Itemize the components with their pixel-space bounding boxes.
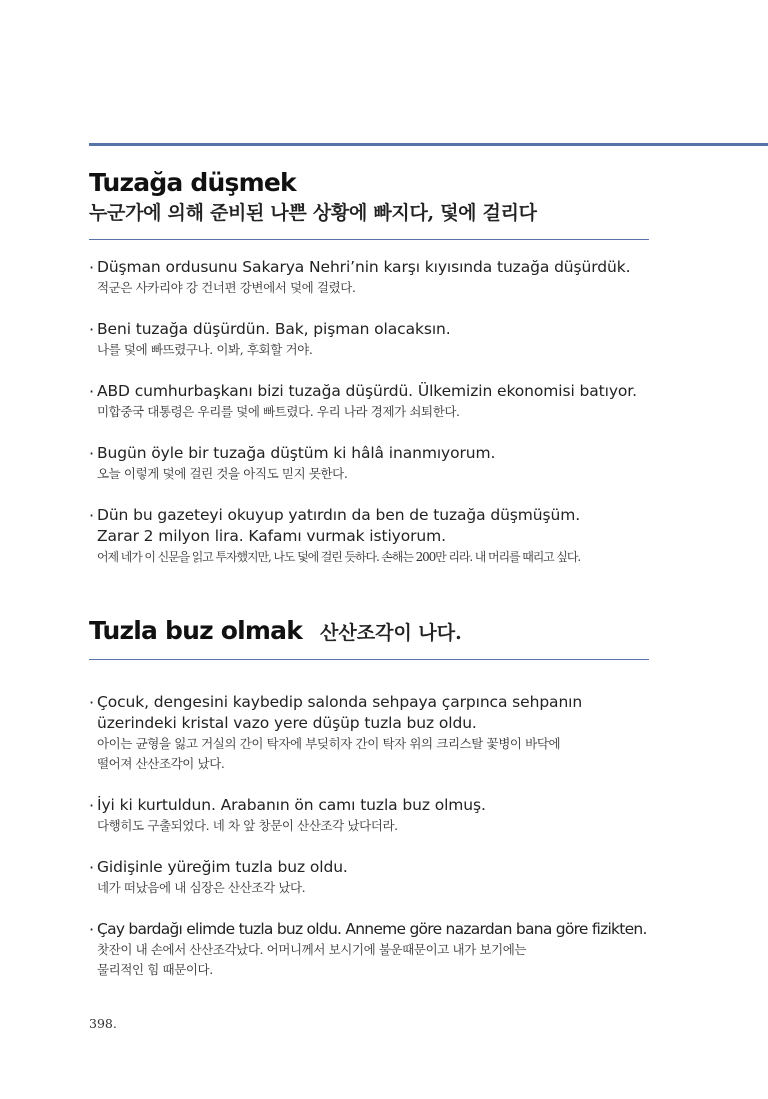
entry-heading xyxy=(89,616,649,645)
example-item xyxy=(89,319,649,360)
example-list xyxy=(89,692,649,980)
example-turkish: · Çay bardağı elimde tuzla buz oldu. Anneme göre nazardan bana göre fizikten. xyxy=(97,920,647,938)
example-korean: 나를 덫에 빠뜨렸구나. 이봐, 후회할 거야. xyxy=(97,342,313,357)
example-list xyxy=(89,257,649,567)
example-item xyxy=(89,857,649,898)
example-turkish: · İyi ki kurtuldun. Arabanın ön camı tuzla buz olmuş. xyxy=(97,796,486,814)
example-korean: 물리적인 힘 때문이다. xyxy=(97,962,213,977)
entry-title: Tuzağa düşmek xyxy=(89,168,296,197)
entry-tuzaga-dusmek xyxy=(89,168,649,567)
example-turkish: · Dün bu gazeteyi okuyup yatırdın da ben de tuzağa düşmüşüm. xyxy=(97,506,581,524)
example-turkish: · Beni tuzağa düşürdün. Bak, pişman olacaksın. xyxy=(97,320,451,338)
example-korean: 미합중국 대통령은 우리를 덫에 빠트렸다. 우리 나라 경제가 쇠퇴한다. xyxy=(97,404,460,419)
entry-meaning: 누군가에 의해 준비된 나쁜 상황에 빠지다, 덫에 걸리다 xyxy=(89,202,537,224)
example-turkish: · Gidişinle yüreğim tuzla buz oldu. xyxy=(97,858,348,876)
example-turkish: · ABD cumhurbaşkanı bizi tuzağa düşürdü. Ülkemizin ekonomisi batıyor. xyxy=(97,382,637,400)
page-number: 398. xyxy=(89,1016,117,1031)
example-item xyxy=(89,919,649,980)
entry-title: Tuzla buz olmak xyxy=(89,616,303,645)
example-korean: 네가 떠났음에 내 심장은 산산조각 났다. xyxy=(97,880,306,895)
example-item xyxy=(89,443,649,484)
example-turkish: üzerindeki kristal vazo yere düşüp tuzla buz oldu. xyxy=(97,714,477,732)
example-korean: 떨어져 산산조각이 났다. xyxy=(97,756,225,771)
example-item xyxy=(89,505,649,567)
example-korean: 찻잔이 내 손에서 산산조각났다. 어머니께서 보시기에 불운때문이고 내가 보기에는 xyxy=(97,942,527,957)
example-item xyxy=(89,795,649,836)
example-korean: 오늘 이렇게 덫에 걸린 것을 아직도 믿지 못한다. xyxy=(97,466,348,481)
example-item xyxy=(89,257,649,298)
entry-divider xyxy=(89,239,649,240)
example-korean: 어제 네가 이 신문을 읽고 투자했지만, 나도 덫에 걸린 듯하다. 손해는 200만 리라. 내 머리를 때리고 싶다. xyxy=(97,550,581,564)
example-item xyxy=(89,692,649,774)
example-turkish: · Çocuk, dengesini kaybedip salonda sehpaya çarpınca sehpanın xyxy=(97,693,583,711)
example-turkish: Zarar 2 milyon lira. Kafamı vurmak istiyorum. xyxy=(97,527,446,545)
example-korean: 다행히도 구출되었다. 네 차 앞 창문이 산산조각 났다더라. xyxy=(97,818,398,833)
entry-meaning: 산산조각이 나다. xyxy=(320,622,462,644)
top-rule xyxy=(89,143,768,146)
example-item xyxy=(89,381,649,422)
example-korean: 아이는 균형을 잃고 거실의 간이 탁자에 부딪히자 간이 탁자 위의 크리스탈 꽃병이 바닥에 xyxy=(97,736,561,751)
example-turkish: · Düşman ordusunu Sakarya Nehri’nin karşı kıyısında tuzağa düşürdük. xyxy=(97,258,631,276)
entry-divider xyxy=(89,659,649,660)
example-turkish: · Bugün öyle bir tuzağa düştüm ki hâlâ inanmıyorum. xyxy=(97,444,496,462)
entry-tuzla-buz-olmak xyxy=(89,616,649,980)
example-korean: 적군은 사카리야 강 건너편 강변에서 덫에 걸렸다. xyxy=(97,280,356,295)
